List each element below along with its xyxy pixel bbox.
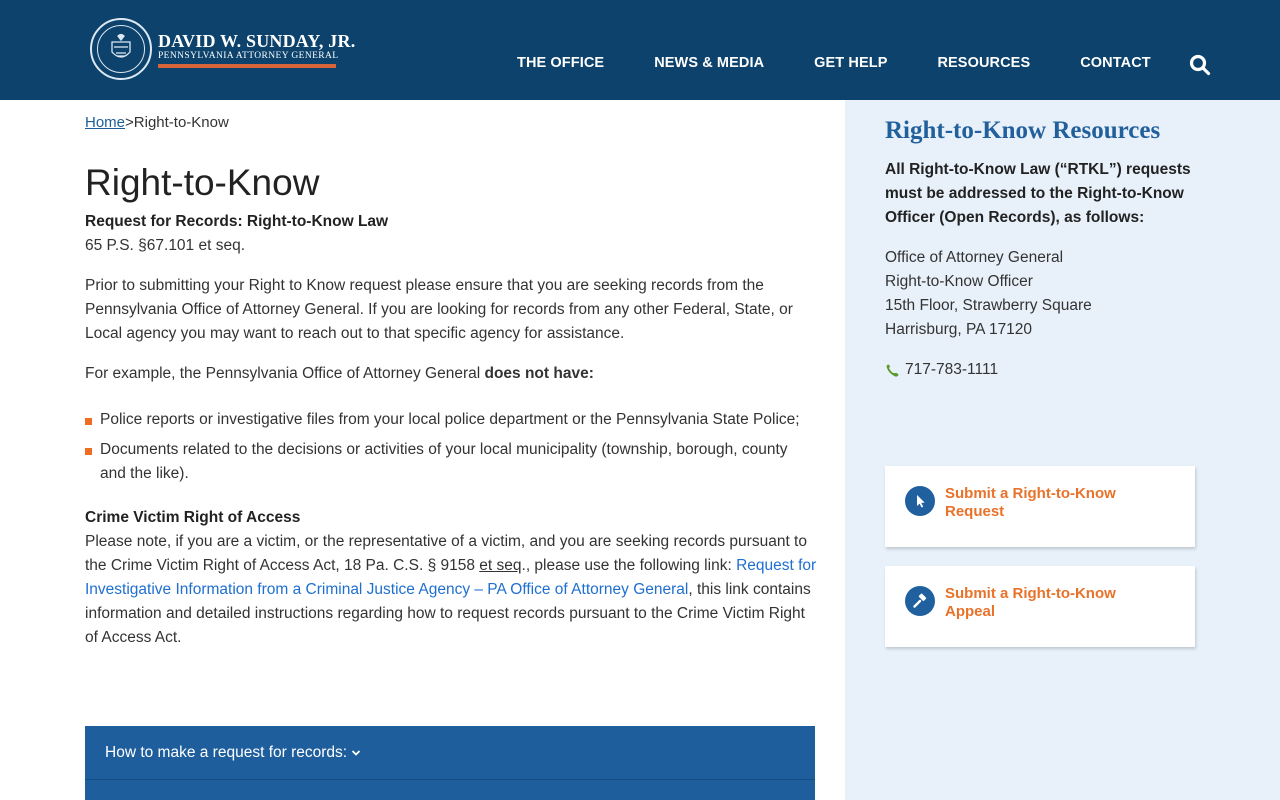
accordion-label: How to make a request for records: bbox=[105, 743, 348, 761]
submit-request-card[interactable] bbox=[885, 466, 1195, 547]
request-records-accordion bbox=[85, 726, 815, 800]
submit-request-label: Submit a Right-to-Know Request bbox=[945, 485, 1116, 520]
page-title: Right-to-Know bbox=[85, 162, 320, 203]
cursor-icon bbox=[905, 486, 935, 516]
breadcrumb-separator: > bbox=[125, 114, 134, 131]
mailing-address bbox=[885, 246, 1195, 342]
logo-subtitle: PENNSYLVANIA ATTORNEY GENERAL bbox=[158, 50, 339, 61]
nav-get-help[interactable]: GET HELP bbox=[814, 55, 888, 71]
accordion-toggle[interactable] bbox=[85, 726, 815, 780]
breadcrumb-home-link[interactable]: Home bbox=[85, 114, 126, 131]
address-line: Right-to-Know Officer bbox=[885, 273, 1033, 290]
intro-paragraph: Prior to submitting your Right to Know request please ensure that you are seeking records from the Pennsylvania Office of Attorney General. If you are looking for records from any other Federal, State, or Local agency you may want to reach out to that specific agency for assistance. bbox=[85, 277, 793, 342]
breadcrumb bbox=[85, 114, 817, 131]
crime-victim-text: Please note, if you are a victim, or the representative of a victim, and you are seeking records pursuant to the Crime Victim Right of Access Act, 18 Pa. C.S. § 9158 bbox=[85, 533, 807, 574]
breadcrumb-current: Right-to-Know bbox=[133, 114, 229, 131]
crime-victim-paragraph bbox=[85, 530, 817, 650]
phone-icon bbox=[885, 363, 900, 378]
crime-victim-text: , this link contains information and detailed instructions regarding how to request records pursuant to the Crime Victim Right of Access Act. bbox=[85, 581, 811, 646]
nav-resources[interactable]: RESOURCES bbox=[937, 55, 1031, 71]
site-logo[interactable] bbox=[90, 18, 355, 80]
sidebar-title: Right-to-Know Resources bbox=[885, 117, 1161, 144]
et-seq-text: et seq bbox=[479, 557, 522, 574]
list-item: Documents related to the decisions or activities of your local municipality (township, borough, county and the like). bbox=[85, 438, 817, 486]
phone-number: 717-783-1111 bbox=[905, 361, 999, 378]
exclusions-list bbox=[85, 408, 817, 486]
main-nav bbox=[517, 55, 1201, 71]
submit-appeal-label: Submit a Right-to-Know Appeal bbox=[945, 585, 1116, 620]
crime-victim-text: ., please use the following link: bbox=[521, 557, 737, 574]
example-text: For example, the Pennsylvania Office of Attorney General bbox=[85, 365, 485, 382]
citation: 65 P.S. §67.101 et seq. bbox=[85, 237, 246, 254]
logo-name: DAVID W. SUNDAY, JR. bbox=[158, 30, 356, 51]
phone-link[interactable] bbox=[885, 358, 1195, 382]
search-button[interactable] bbox=[1188, 53, 1212, 77]
search-icon bbox=[1188, 53, 1212, 77]
main-content bbox=[85, 100, 817, 650]
address-line: 15th Floor, Strawberry Square bbox=[885, 297, 1092, 314]
investigative-info-link[interactable]: Request for Investigative Information from a Criminal Justice Agency – PA Office of Attorney General bbox=[85, 557, 817, 598]
gavel-icon bbox=[905, 586, 935, 616]
crime-victim-heading: Crime Victim Right of Access bbox=[85, 509, 301, 526]
site-header bbox=[0, 0, 1280, 100]
state-seal-icon bbox=[90, 18, 152, 80]
logo-text bbox=[158, 31, 355, 68]
subheading: Request for Records: Right-to-Know Law bbox=[85, 213, 389, 230]
chevron-down-icon bbox=[351, 748, 361, 758]
nav-news-media[interactable]: NEWS & MEDIA bbox=[654, 55, 765, 71]
sidebar-intro: All Right-to-Know Law (“RTKL”) requests must be addressed to the Right-to-Know Officer (Open Records), as follows: bbox=[885, 161, 1191, 226]
example-paragraph bbox=[85, 362, 817, 386]
list-item: Police reports or investigative files from your local police department or the Pennsylvania State Police; bbox=[85, 408, 817, 432]
logo-underline bbox=[158, 64, 336, 68]
address-line: Harrisburg, PA 17120 bbox=[885, 321, 1033, 338]
submit-appeal-card[interactable] bbox=[885, 566, 1195, 647]
nav-the-office[interactable]: THE OFFICE bbox=[517, 55, 605, 71]
nav-contact[interactable]: CONTACT bbox=[1080, 55, 1151, 71]
example-bold: does not have: bbox=[484, 365, 594, 382]
sidebar bbox=[885, 100, 1195, 382]
address-line: Office of Attorney General bbox=[885, 249, 1064, 266]
